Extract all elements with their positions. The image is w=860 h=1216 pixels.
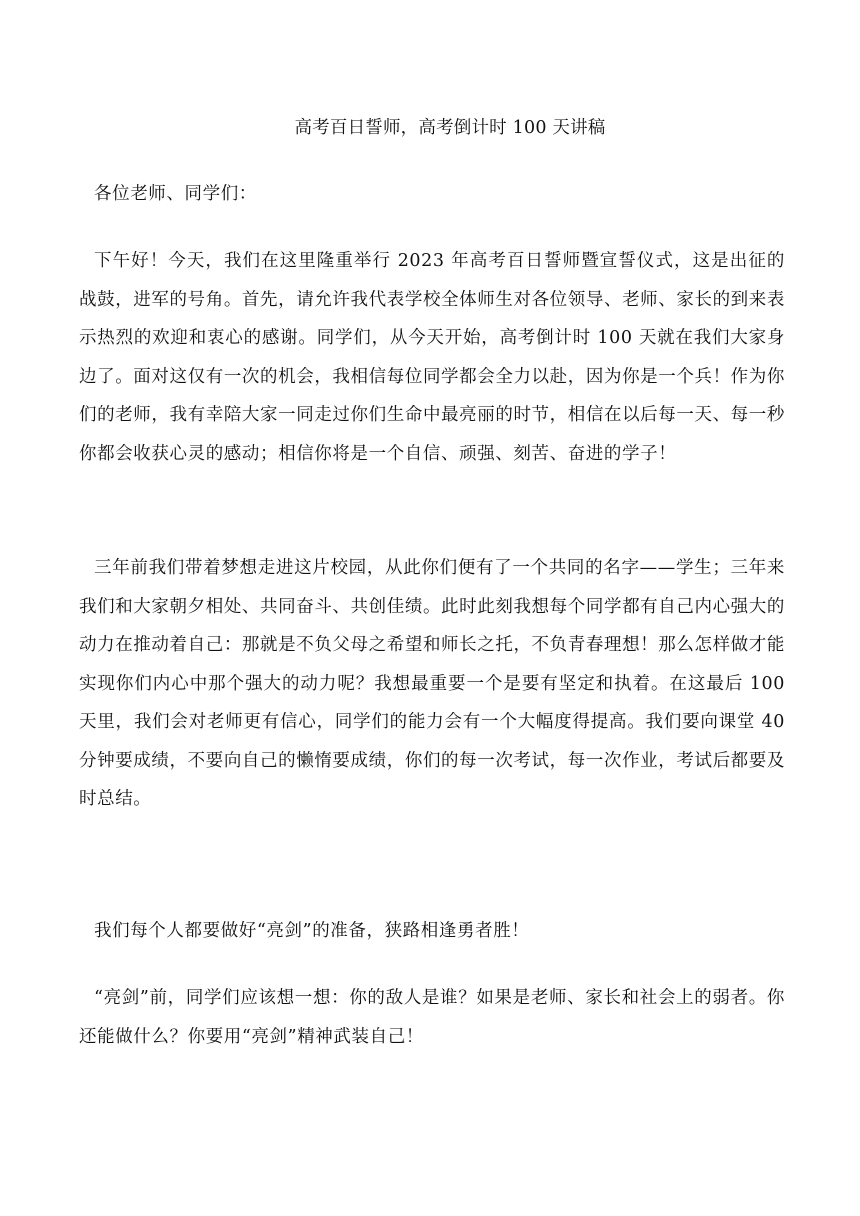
greeting-paragraph: 各位老师、同学们：: [94, 184, 257, 204]
body-paragraph-4: “亮剑”前，同学们应该想一想：你的敌人是谁？如果是老师、家长和社会上的弱者。你还能做什么？你要用“亮剑”精神武装自己！: [79, 988, 785, 1047]
body-paragraph-3: 我们每个人都要做好“亮剑”的准备，狭路相逢勇者胜！: [94, 921, 530, 941]
body-paragraph-1: 下午好！今天，我们在这里隆重举行 2023 年高考百日誓师暨宣誓仪式，这是出征的战鼓，进军的号角。首先，请允许我代表学校全体师生对各位领导、老师、家长的到来表示热烈的欢迎和衷心的感谢。同学们，从今天开始，高考倒计时 100 天就在我们大家身边了。面对这仅有一次的机会，我相信每位同学都会全力以赴，因为你是一个兵！作为你们的老师，我有幸陪大家一同走过你们生命中最亮丽的时节，相信在以后每一天、每一秒你都会收获心灵的感动；相信你将是一个自信、顽强、刻苦、奋进的学子！: [79, 251, 785, 464]
document-title: 高考百日誓师，高考倒计时 100 天讲稿: [294, 118, 606, 138]
body-paragraph-2: 三年前我们带着梦想走进这片校园，从此你们便有了一个共同的名字——学生；三年来我们和大家朝夕相处、共同奋斗、共创佳绩。此时此刻我想每个同学都有自己内心强大的动力在推动着自己：那就是不负父母之希望和师长之托，不负青春理想！那么怎样做才能实现你们内心中那个强大的动力呢？我想最重要一个是要有坚定和执着。在这最后 100 天里，我们会对老师更有信心，同学们的能力会有一个大幅度得提高。我们要向课堂 40 分钟要成绩，不要向自己的懒惰要成绩，你们的每一次考试，每一次作业，考试后都要及时总结。: [79, 558, 785, 809]
